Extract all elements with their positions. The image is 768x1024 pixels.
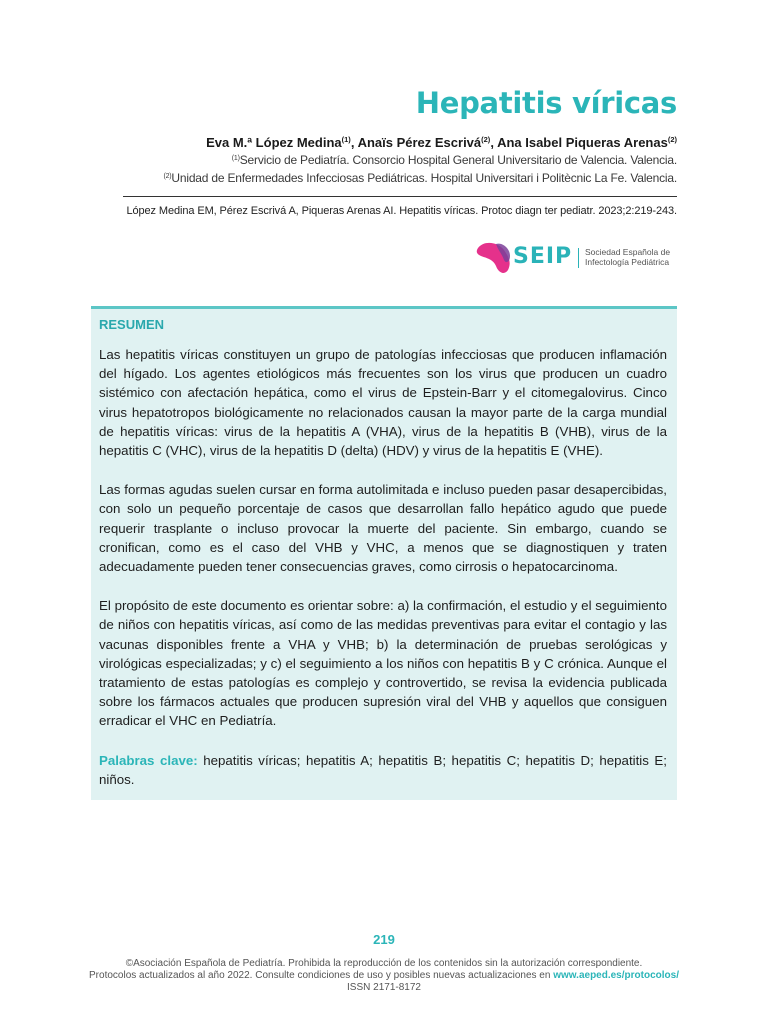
- seip-logo-subtitle: [585, 248, 670, 267]
- footer-copyright: ©Asociación Española de Pediatría. Prohibida la reproducción de los contenidos sin la autorización correspondiente.: [125, 958, 643, 969]
- keywords-label: Palabras clave:: [99, 752, 198, 768]
- footer-issn: ISSN 2171-8172: [347, 982, 421, 993]
- footer-updates: [0, 970, 768, 981]
- page-number: 219: [373, 932, 395, 947]
- seip-logo-text: SEIP: [513, 244, 573, 269]
- summary-paragraph: Las hepatitis víricas constituyen un grupo de patologías infecciosas que producen inflamación del hígado. Los agentes etiológicos más frecuentes son los virus que producen un cuadro sistémico con afectación hepática, como el virus de Epstein-Barr y el citomegalovirus. Cinco virus hepatotropos biológicamente no relacionados causan la mayor parte de la carga mundial de hepatitis víricas: virus de la hepatitis A (VHA), virus de la hepatitis B (VHB), virus de la hepatitis C (VHC), virus de la hepatitis D (delta) (HDV) y virus de la hepatitis E (VHE).: [99, 347, 667, 459]
- affiliation-ref: (1): [231, 155, 240, 162]
- author-list: [206, 135, 677, 150]
- author-affiliation-ref: (2): [667, 135, 677, 144]
- author-name: Anaïs Pérez Escrivá: [357, 135, 482, 150]
- citation: López Medina EM, Pérez Escrivá A, Piqueras Arenas AI. Hepatitis víricas. Protoc diagn ter pediatr. 2023;2:219-243.: [126, 205, 677, 217]
- author-affiliation-ref: (1): [341, 135, 351, 144]
- footer-updates-text: Protocolos actualizados al año 2022. Consulte condiciones de uso y posibles nuevas actualizaciones en: [89, 970, 554, 981]
- header-divider: [123, 196, 677, 197]
- summary-box: [91, 306, 677, 800]
- protocols-link[interactable]: www.aeped.es/protocolos/: [553, 970, 679, 981]
- summary-paragraph: Las formas agudas suelen cursar en forma autolimitada e incluso pueden pasar desapercibidas, con solo un pequeño porcentaje de casos que desarrollan fallo hepático agudo que puede requerir trasplante o incluso provocar la muerte del paciente. Sin embargo, cuando se cronifican, como es el caso del VHB y VHC, a menos que se diagnostiquen y traten adecuadamente pueden tener consecuencias graves, como cirrosis o hepatocarcinoma.: [99, 482, 667, 575]
- affiliation-text: Servicio de Pediatría. Consorcio Hospital General Universitario de Valencia. Valencia.: [239, 153, 677, 167]
- keywords: [99, 751, 667, 789]
- author-name: Ana Isabel Piqueras Arenas: [497, 135, 668, 150]
- summary-heading: RESUMEN: [99, 317, 165, 332]
- logo-subtitle-line: Sociedad Española de: [585, 247, 671, 257]
- summary-paragraph: El propósito de este documento es orientar sobre: a) la confirmación, el estudio y el seguimiento de niños con hepatitis víricas, así como de las medidas preventivas para evitar el contagio y las vacunas disponibles frente a VHA y VHB; b) la determinación de pruebas serológicas y virológicas especializadas; y c) el seguimiento a los niños con hepatitis B y C crónica. Aunque el tratamiento de estas patologías es complejo y controvertido, se revisa la evidencia publicada sobre los fármacos actuales que producen supresión viral del VHB y aquellos que consiguen erradicar el VHC en Pediatría.: [99, 598, 667, 729]
- logo-subtitle-line: Infectología Pediátrica: [585, 256, 670, 267]
- page-title: Hepatitis víricas: [415, 86, 677, 120]
- author-name: Eva M.ª López Medina: [206, 135, 342, 150]
- logo-divider: [578, 248, 579, 268]
- affiliation-2: [163, 171, 677, 185]
- author-separator: ,: [490, 135, 498, 150]
- author-separator: ,: [350, 135, 358, 150]
- affiliation-ref: (2): [163, 173, 172, 180]
- affiliation-text: Unidad de Enfermedades Infecciosas Pediátricas. Hospital Universitari i Politècnic La Fe. Valencia.: [171, 171, 677, 185]
- author-affiliation-ref: (2): [481, 135, 491, 144]
- affiliation-1: [232, 153, 677, 167]
- keywords-list: hepatitis víricas; hepatitis A; hepatitis B; hepatitis C; hepatitis D; hepatitis E; niños.: [99, 752, 667, 787]
